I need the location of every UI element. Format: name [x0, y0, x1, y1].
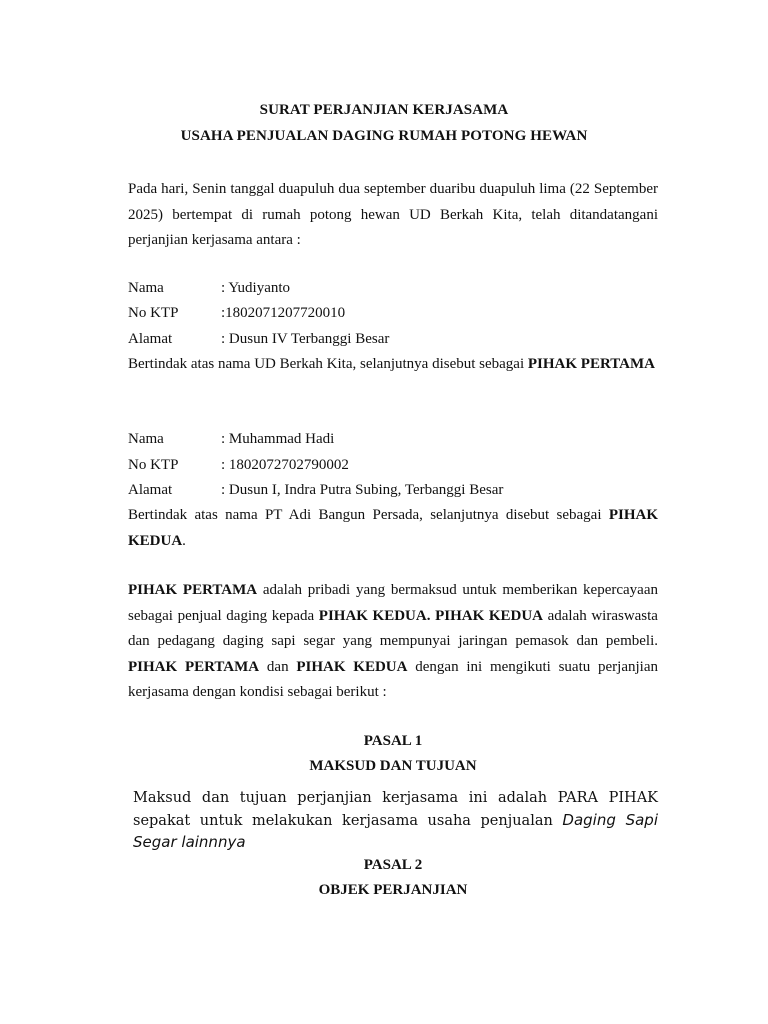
body-text-8: dengan ini mengikuti suatu perjanjian kerjasama dengan kondisi sebagai berikut :: [128, 658, 658, 700]
party1-acting-text: Bertindak atas nama UD Berkah Kita, selanjutnya disebut sebagai: [128, 356, 528, 372]
document-subtitle: USAHA PENJUALAN DAGING RUMAH POTONG HEWAN: [180, 128, 588, 144]
pasal1-text: Maksud dan tujuan perjanjian kerjasama ini adalah PARA PIHAK sepakat untuk melakukan kerjasama usaha penjualan: [133, 790, 658, 829]
intro-paragraph: Pada hari, Senin tanggal duapuluh dua september duaribu duapuluh lima (22 September 2025) bertempat di rumah potong hewan UD Berkah Kita, telah ditandatangani perjanjian kerjasama antara :: [128, 181, 658, 248]
document-title: SURAT PERJANJIAN KERJASAMA: [259, 102, 509, 118]
pasal1-paragraph: [133, 788, 658, 855]
pasal1-number: PASAL 1: [363, 733, 423, 749]
body-bold-3: PIHAK KEDUA. PIHAK KEDUA: [318, 607, 543, 624]
party1-name-row: [128, 278, 290, 298]
body-bold-5: PIHAK PERTAMA: [128, 658, 260, 675]
party1-designation: PIHAK PERTAMA: [527, 356, 655, 372]
party1-ktp-label: No KTP: [128, 305, 179, 321]
party2-address-row: [128, 480, 503, 500]
party2-name-value: : Muhammad Hadi: [221, 431, 335, 447]
pasal1-italic-text: Daging Sapi Segar lainnnya: [133, 810, 658, 851]
party1-address-row: [128, 329, 389, 349]
party1-name-value: : Yudiyanto: [221, 280, 291, 296]
party2-name-label: Nama: [128, 431, 164, 447]
party1-address-value: : Dusun IV Terbanggi Besar: [221, 331, 390, 347]
party1-address-label: Alamat: [128, 331, 173, 347]
pasal2-number: PASAL 2: [363, 857, 423, 873]
party1-acting-paragraph: [128, 352, 658, 378]
party2-acting-end: .: [182, 532, 186, 549]
body-text-4: adalah wiraswasta dan pedagang daging sapi segar yang mempunyai jaringan pemasok dan pembeli.: [128, 607, 658, 649]
party2-designation: PIHAK KEDUA: [128, 507, 658, 549]
party2-ktp-row: [128, 455, 349, 475]
party2-acting-paragraph: [128, 503, 658, 554]
body-bold-7: PIHAK KEDUA: [296, 658, 408, 675]
party2-ktp-value: : 1802072702790002: [221, 457, 349, 473]
body-text-2: adalah pribadi yang bermaksud untuk memberikan kepercayaan sebagai penjual daging kepada: [128, 582, 658, 624]
party2-address-label: Alamat: [128, 482, 173, 498]
party2-name-row: [128, 429, 334, 449]
pasal1-title: MAKSUD DAN TUJUAN: [309, 758, 477, 774]
party1-ktp-value: :1802071207720010: [221, 305, 346, 321]
party2-acting-text: Bertindak atas nama PT Adi Bangun Persada, selanjutnya disebut sebagai: [128, 507, 609, 523]
relationship-paragraph: [128, 578, 658, 706]
body-text-6: dan: [259, 658, 297, 675]
party1-ktp-row: [128, 303, 345, 323]
body-bold-1: PIHAK PERTAMA: [128, 582, 258, 598]
party2-ktp-label: No KTP: [128, 457, 179, 473]
party2-address-value: : Dusun I, Indra Putra Subing, Terbanggi Besar: [221, 482, 504, 498]
pasal2-title: OBJEK PERJANJIAN: [318, 882, 468, 898]
party1-name-label: Nama: [128, 280, 164, 296]
